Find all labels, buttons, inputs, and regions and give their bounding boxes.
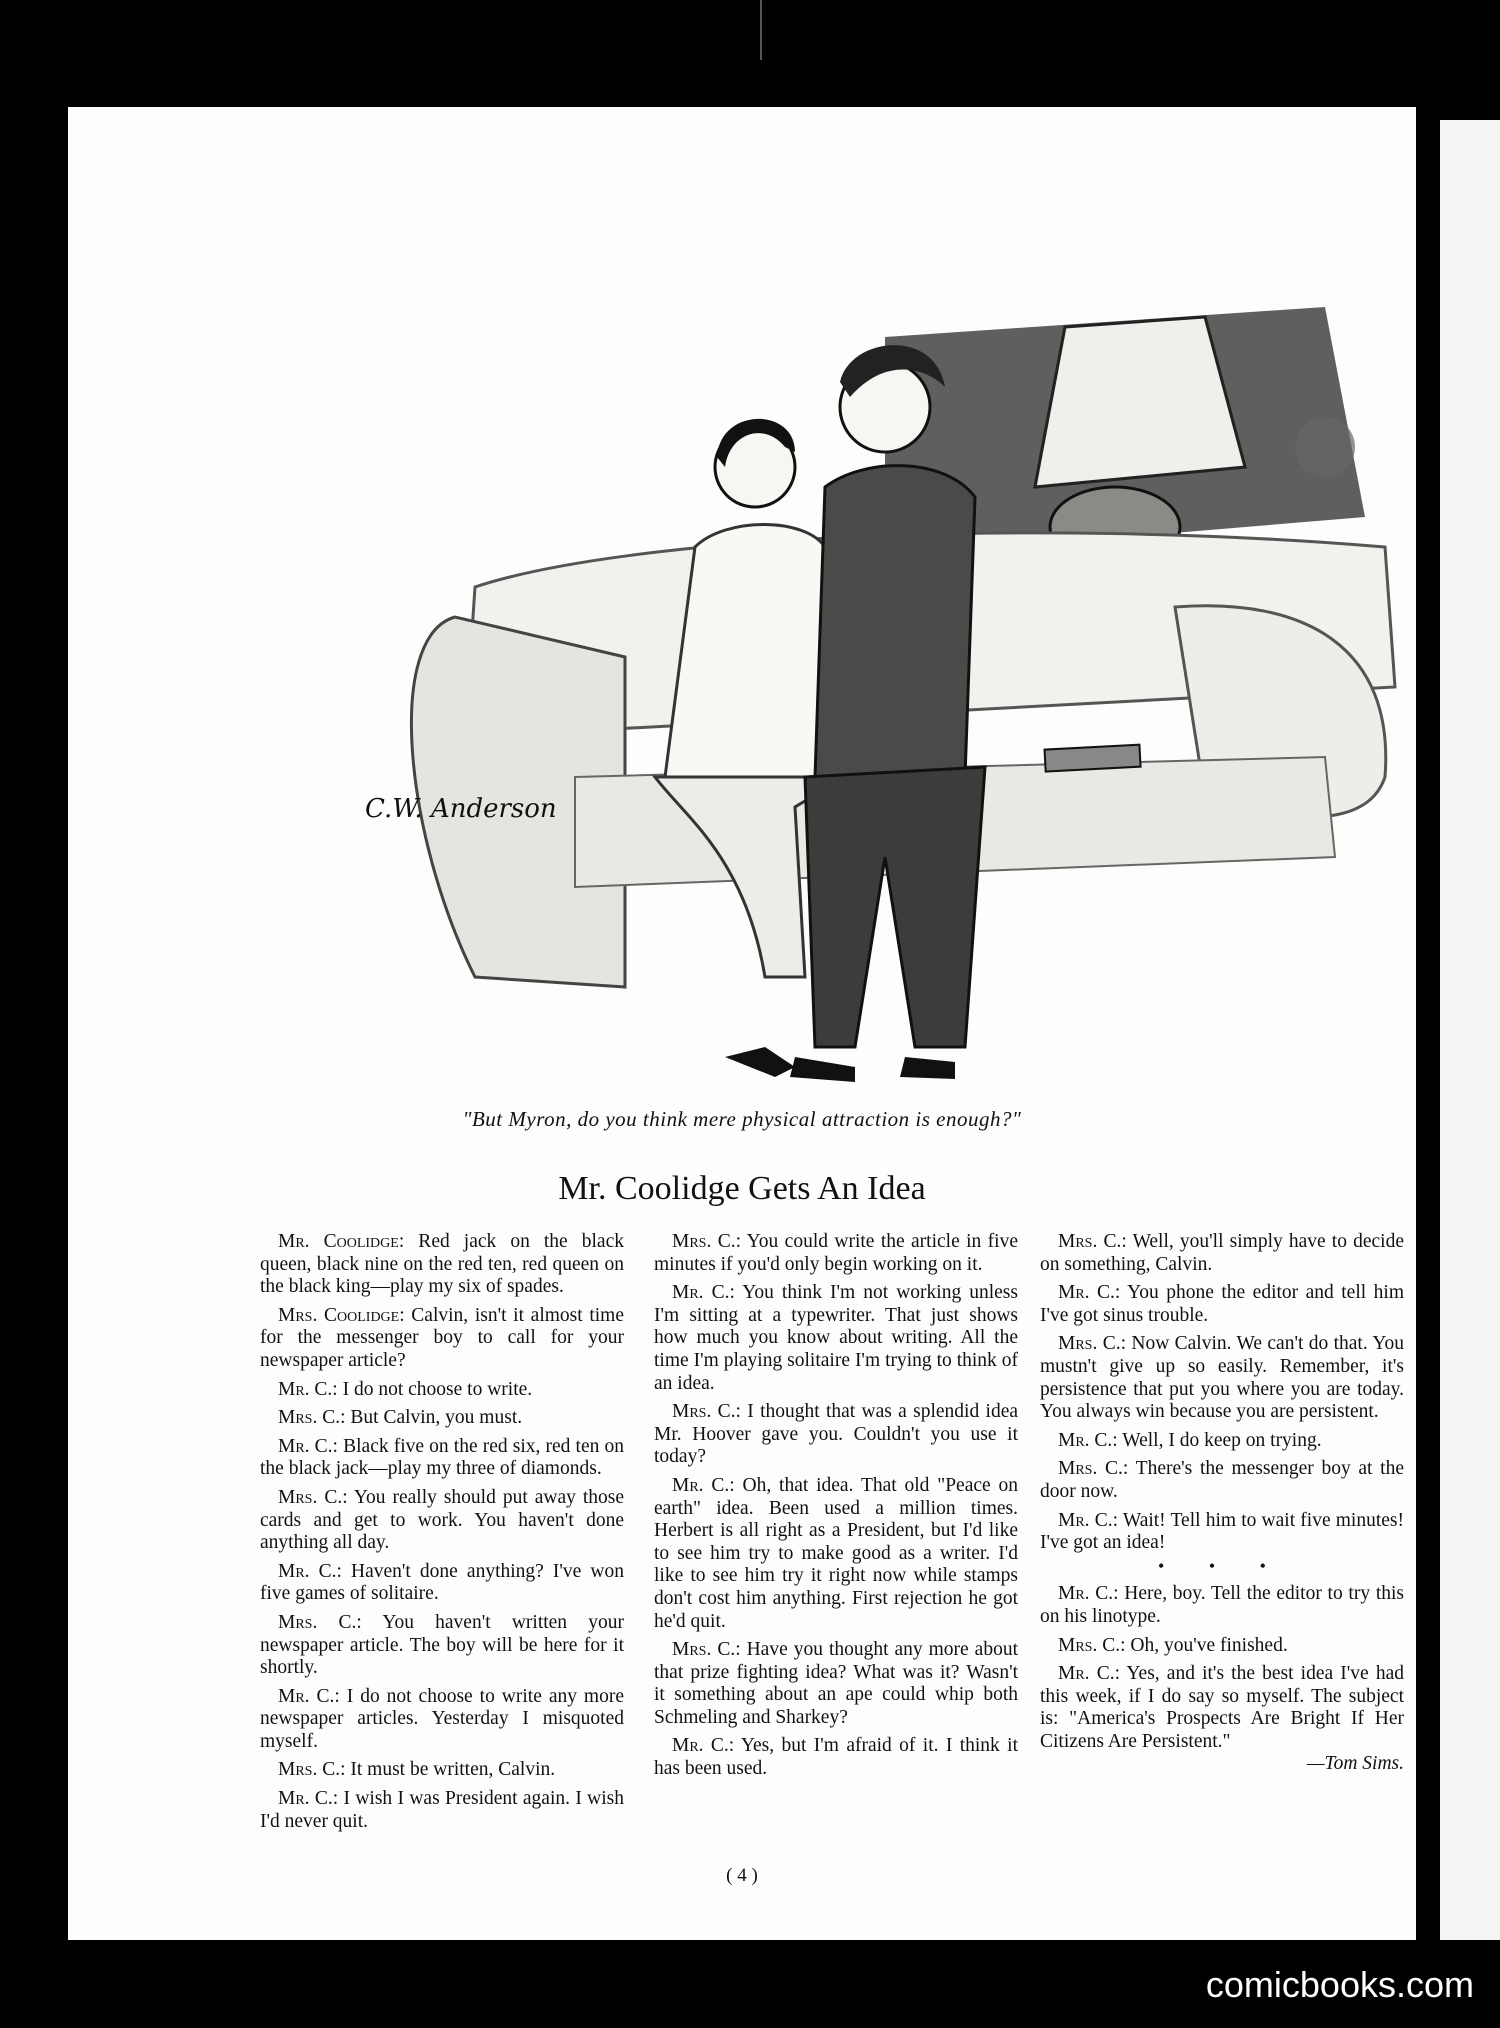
- speaker-label: Mrs. C.:: [1058, 1634, 1126, 1656]
- dialogue-text: Well, you'll simply have to decide on something, Calvin.: [1040, 1231, 1404, 1275]
- dialogue-paragraph: [260, 1231, 624, 1299]
- article-title: Mr. Coolidge Gets An Idea: [558, 1170, 926, 1207]
- dialogue-paragraph: [260, 1561, 624, 1606]
- speaker-label: Mr. C.:: [278, 1560, 342, 1582]
- dialogue-paragraph: [654, 1401, 1018, 1469]
- magazine-page: [68, 107, 1416, 1940]
- speaker-label: Mr. C.:: [672, 1474, 735, 1496]
- dialogue-paragraph: [1040, 1231, 1404, 1276]
- speaker-label: Mr. C.:: [1058, 1509, 1119, 1531]
- dialogue-text: I thought that was a splendid idea Mr. Hoover gave you. Couldn't you use it today?: [654, 1401, 1018, 1468]
- dialogue-paragraph: [1040, 1333, 1404, 1423]
- dialogue-text: I do not choose to write.: [337, 1378, 533, 1400]
- speaker-label: Mrs. C.:: [1058, 1333, 1126, 1355]
- speaker-label: Mrs. C.:: [278, 1407, 346, 1429]
- dialogue-paragraph: [654, 1735, 1018, 1780]
- dialogue-text: Oh, you've finished.: [1125, 1634, 1288, 1656]
- speaker-label: Mrs. C.:: [1058, 1231, 1127, 1252]
- dialogue-paragraph: [654, 1282, 1018, 1395]
- text-column-2: [654, 1225, 1018, 1781]
- section-separator: • • •: [1158, 1555, 1286, 1576]
- dialogue-text: Wait! Tell him to wait five minutes! I've got an idea!: [1040, 1509, 1405, 1554]
- dialogue-paragraph: [260, 1788, 624, 1833]
- speaker-label: Mrs. Coolidge:: [278, 1304, 405, 1326]
- dialogue-paragraph: [1040, 1510, 1404, 1555]
- dialogue-paragraph: [654, 1475, 1018, 1633]
- adjacent-page-edge: [1440, 120, 1500, 1940]
- speaker-label: Mr. C.:: [1058, 1429, 1118, 1451]
- illustration-caption: "But Myron, do you think mere physical attraction is enough?": [462, 1107, 1022, 1131]
- dialogue-text: Now Calvin. We can't do that. You mustn't give up so easily. Remember, it's persistence that put you where you are today. You always win because you are persistent.: [1040, 1333, 1404, 1423]
- text-column-1: [260, 1225, 624, 1833]
- dialogue-text: Red jack on the black queen, black nine on the red ten, red queen on the black king—play my six of spades.: [260, 1231, 624, 1298]
- dialogue-text: Calvin, isn't it almost time for the messenger boy to call for your newspaper article?: [260, 1304, 624, 1371]
- speaker-label: Mr. C.:: [278, 1685, 340, 1707]
- dialogue-paragraph: [654, 1639, 1018, 1729]
- dialogue-paragraph: [1040, 1663, 1404, 1753]
- speaker-label: Mrs. C.:: [278, 1611, 362, 1633]
- dialogue-text: Black five on the red six, red ten on the black jack—play my three of diamonds.: [260, 1435, 624, 1480]
- dialogue-paragraph: [260, 1487, 624, 1555]
- dialogue-text: There's the messenger boy at the door now.: [1040, 1458, 1404, 1502]
- cartoon-illustration: [325, 217, 1416, 1085]
- page-number: ( 4 ): [726, 1865, 758, 1886]
- speaker-label: Mrs. C.:: [278, 1759, 346, 1781]
- speaker-label: Mr. C.:: [278, 1378, 338, 1400]
- dialogue-text: Have you thought any more about that prize fighting idea? What was it? Wasn't it something about an ape could whip both Schmeling and Sharkey?: [654, 1639, 1018, 1728]
- dialogue-text: But Calvin, you must.: [345, 1407, 523, 1429]
- speaker-label: Mrs. C.:: [278, 1486, 348, 1508]
- dialogue-text: You haven't written your newspaper article. The boy will be here for it shortly.: [260, 1611, 624, 1679]
- dialogue-paragraph: [1040, 1635, 1404, 1658]
- speaker-label: Mr. C.:: [1058, 1282, 1121, 1304]
- dialogue-text: You really should put away those cards and get to work. You haven't done anything all day.: [260, 1486, 625, 1554]
- dialogue-text: You could write the article in five minutes if you'd only begin working on it.: [654, 1231, 1018, 1275]
- speaker-label: Mrs. C.:: [672, 1401, 741, 1423]
- dialogue-paragraph: [260, 1305, 624, 1373]
- dialogue-text: Haven't done anything? I've won five games of solitaire.: [260, 1560, 624, 1605]
- speaker-label: Mr. C.:: [672, 1735, 735, 1757]
- scan-mark: [760, 0, 762, 60]
- dialogue-text: It must be written, Calvin.: [345, 1759, 556, 1781]
- dialogue-paragraph: [260, 1686, 624, 1754]
- speaker-label: Mr. C.:: [672, 1282, 735, 1304]
- speaker-label: Mrs. C.:: [672, 1639, 741, 1661]
- dialogue-paragraph: [1040, 1458, 1404, 1503]
- speaker-label: Mr. C.:: [278, 1788, 339, 1810]
- speaker-label: Mr. C.:: [278, 1435, 338, 1457]
- dialogue-text: You think I'm not working unless I'm sitting at a typewriter. That just shows how much you know about writing. All the time I'm playing solitaire I'm trying to think of an idea.: [654, 1282, 1018, 1394]
- article-author: —Tom Sims.: [1307, 1753, 1404, 1775]
- dialogue-paragraph: [260, 1407, 624, 1430]
- speaker-label: Mr. C.:: [1058, 1663, 1120, 1685]
- dialogue-text: I wish I was President again. I wish I'd never quit.: [260, 1788, 624, 1832]
- dialogue-paragraph: [1040, 1430, 1404, 1453]
- speaker-label: Mr. Coolidge:: [278, 1231, 405, 1252]
- dialogue-text: Oh, that idea. That old "Peace on earth" idea. Been used a million times. Herbert is all right as a President, but I'd like to see him try to make good as a writer. I'd like to see him try it right now while stamps don't cost him anything. First rejection he got he'd quit.: [654, 1474, 1018, 1632]
- dialogue-text: You phone the editor and tell him I've got sinus trouble.: [1040, 1282, 1404, 1326]
- speaker-label: Mrs. C.:: [672, 1231, 742, 1252]
- dialogue-paragraph: [260, 1379, 624, 1402]
- speaker-label: Mr. C.:: [1058, 1583, 1119, 1605]
- dialogue-paragraph: [260, 1759, 624, 1782]
- dialogue-text: I do not choose to write any more newspaper articles. Yesterday I misquoted myself.: [260, 1685, 624, 1752]
- dialogue-paragraph: [1040, 1583, 1404, 1628]
- dialogue-paragraph: [260, 1436, 624, 1481]
- dialogue-text: Here, boy. Tell the editor to try this on his linotype.: [1040, 1583, 1404, 1627]
- speaker-label: Mrs. C.:: [1058, 1458, 1129, 1480]
- site-watermark: comicbooks.com: [1205, 1964, 1474, 2005]
- dialogue-paragraph: [260, 1612, 624, 1680]
- text-column-3: [1040, 1225, 1404, 1776]
- dialogue-text: Yes, but I'm afraid of it. I think it has been used.: [654, 1735, 1019, 1780]
- dialogue-paragraph: [1040, 1282, 1404, 1327]
- dialogue-paragraph: [654, 1231, 1018, 1276]
- dialogue-text: Yes, and it's the best idea I've had this week, if I do say so myself. The subject is: "America's Prospects Are Bright If Her Citizens Are Persistent.": [1040, 1663, 1404, 1752]
- dialogue-text: Well, I do keep on trying.: [1117, 1429, 1322, 1451]
- artist-signature: C.W. Anderson: [365, 794, 557, 824]
- byline-row: [1040, 1753, 1404, 1776]
